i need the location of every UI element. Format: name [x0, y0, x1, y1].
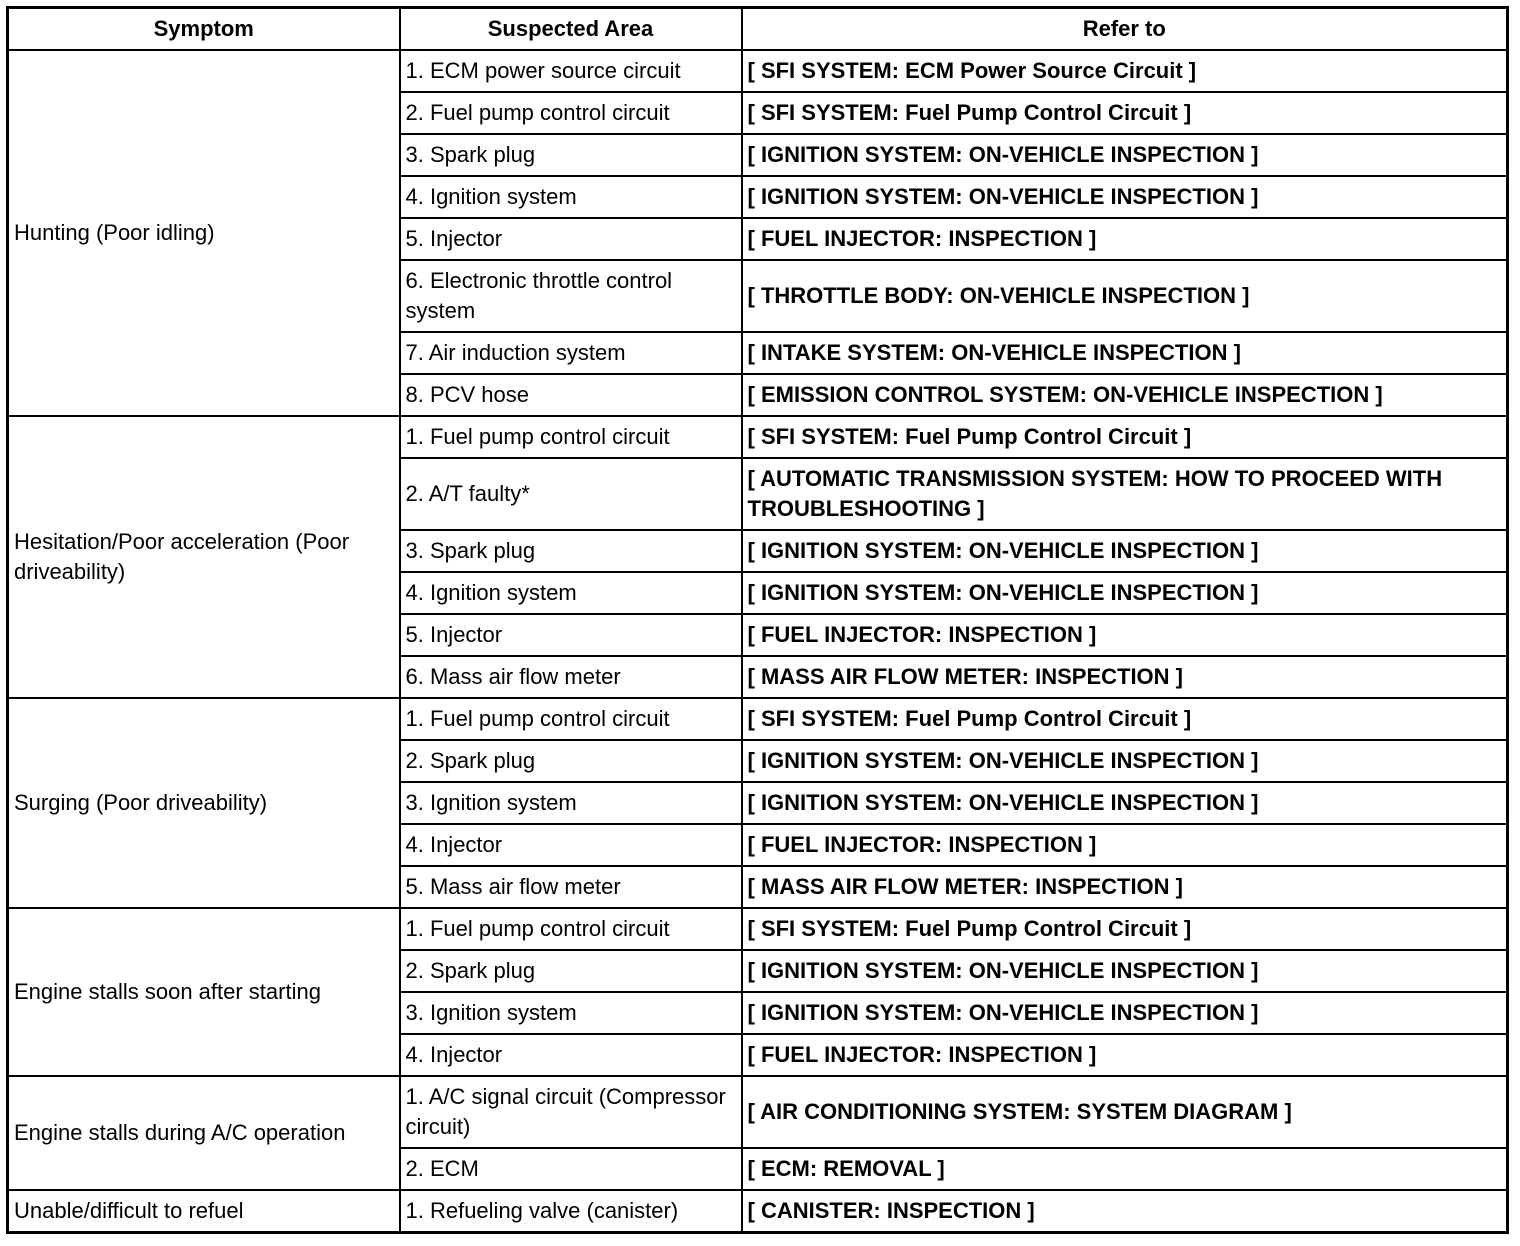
table-row	[8, 50, 1508, 92]
area-cell: 8. PCV hose	[400, 374, 742, 416]
table-row	[8, 416, 1508, 458]
refer-link[interactable]: [ MASS AIR FLOW METER: INSPECTION ]	[742, 866, 1508, 908]
refer-link[interactable]: [ IGNITION SYSTEM: ON-VEHICLE INSPECTION ]	[742, 572, 1508, 614]
area-cell: 2. Spark plug	[400, 950, 742, 992]
refer-link[interactable]: [ FUEL INJECTOR: INSPECTION ]	[742, 824, 1508, 866]
area-cell: 1. ECM power source circuit	[400, 50, 742, 92]
area-cell: 3. Spark plug	[400, 134, 742, 176]
refer-link[interactable]: [ AUTOMATIC TRANSMISSION SYSTEM: HOW TO PROCEED WITH TROUBLESHOOTING ]	[742, 458, 1508, 530]
symptom-cell: Hesitation/Poor acceleration (Poor driveability)	[8, 416, 400, 698]
refer-link[interactable]: [ FUEL INJECTOR: INSPECTION ]	[742, 218, 1508, 260]
area-cell: 1. Fuel pump control circuit	[400, 698, 742, 740]
area-cell: 6. Mass air flow meter	[400, 656, 742, 698]
area-cell: 2. A/T faulty*	[400, 458, 742, 530]
area-cell: 1. Fuel pump control circuit	[400, 416, 742, 458]
area-cell: 4. Injector	[400, 824, 742, 866]
table-row	[8, 1076, 1508, 1148]
area-cell: 6. Electronic throttle control system	[400, 260, 742, 332]
symptom-cell: Hunting (Poor idling)	[8, 50, 400, 416]
header-refer-to: Refer to	[742, 8, 1508, 51]
table-row	[8, 908, 1508, 950]
refer-link[interactable]: [ THROTTLE BODY: ON-VEHICLE INSPECTION ]	[742, 260, 1508, 332]
area-cell: 7. Air induction system	[400, 332, 742, 374]
header-row	[8, 8, 1508, 51]
troubleshooting-table	[6, 6, 1509, 1234]
refer-link[interactable]: [ IGNITION SYSTEM: ON-VEHICLE INSPECTION ]	[742, 992, 1508, 1034]
area-cell: 4. Ignition system	[400, 572, 742, 614]
area-cell: 4. Ignition system	[400, 176, 742, 218]
refer-link[interactable]: [ SFI SYSTEM: ECM Power Source Circuit ]	[742, 50, 1508, 92]
refer-link[interactable]: [ IGNITION SYSTEM: ON-VEHICLE INSPECTION ]	[742, 782, 1508, 824]
refer-link[interactable]: [ MASS AIR FLOW METER: INSPECTION ]	[742, 656, 1508, 698]
refer-link[interactable]: [ IGNITION SYSTEM: ON-VEHICLE INSPECTION ]	[742, 530, 1508, 572]
table-row	[8, 1190, 1508, 1233]
area-cell: 5. Injector	[400, 218, 742, 260]
refer-link[interactable]: [ ECM: REMOVAL ]	[742, 1148, 1508, 1190]
area-cell: 4. Injector	[400, 1034, 742, 1076]
refer-link[interactable]: [ INTAKE SYSTEM: ON-VEHICLE INSPECTION ]	[742, 332, 1508, 374]
area-cell: 2. ECM	[400, 1148, 742, 1190]
refer-link[interactable]: [ CANISTER: INSPECTION ]	[742, 1190, 1508, 1233]
header-symptom: Symptom	[8, 8, 400, 51]
header-suspected-area: Suspected Area	[400, 8, 742, 51]
area-cell: 1. A/C signal circuit (Compressor circuit)	[400, 1076, 742, 1148]
table-row	[8, 698, 1508, 740]
refer-link[interactable]: [ SFI SYSTEM: Fuel Pump Control Circuit ]	[742, 698, 1508, 740]
symptom-cell: Engine stalls during A/C operation	[8, 1076, 400, 1190]
refer-link[interactable]: [ IGNITION SYSTEM: ON-VEHICLE INSPECTION ]	[742, 176, 1508, 218]
refer-link[interactable]: [ FUEL INJECTOR: INSPECTION ]	[742, 614, 1508, 656]
area-cell: 5. Mass air flow meter	[400, 866, 742, 908]
area-cell: 2. Fuel pump control circuit	[400, 92, 742, 134]
refer-link[interactable]: [ IGNITION SYSTEM: ON-VEHICLE INSPECTION ]	[742, 950, 1508, 992]
area-cell: 5. Injector	[400, 614, 742, 656]
refer-link[interactable]: [ IGNITION SYSTEM: ON-VEHICLE INSPECTION ]	[742, 134, 1508, 176]
symptom-cell: Surging (Poor driveability)	[8, 698, 400, 908]
refer-link[interactable]: [ FUEL INJECTOR: INSPECTION ]	[742, 1034, 1508, 1076]
area-cell: 1. Refueling valve (canister)	[400, 1190, 742, 1233]
refer-link[interactable]: [ IGNITION SYSTEM: ON-VEHICLE INSPECTION ]	[742, 740, 1508, 782]
area-cell: 1. Fuel pump control circuit	[400, 908, 742, 950]
refer-link[interactable]: [ SFI SYSTEM: Fuel Pump Control Circuit ]	[742, 92, 1508, 134]
area-cell: 3. Ignition system	[400, 782, 742, 824]
symptom-cell: Engine stalls soon after starting	[8, 908, 400, 1076]
refer-link[interactable]: [ SFI SYSTEM: Fuel Pump Control Circuit ]	[742, 416, 1508, 458]
refer-link[interactable]: [ EMISSION CONTROL SYSTEM: ON-VEHICLE INSPECTION ]	[742, 374, 1508, 416]
area-cell: 2. Spark plug	[400, 740, 742, 782]
area-cell: 3. Ignition system	[400, 992, 742, 1034]
symptom-cell: Unable/difficult to refuel	[8, 1190, 400, 1233]
refer-link[interactable]: [ SFI SYSTEM: Fuel Pump Control Circuit ]	[742, 908, 1508, 950]
area-cell: 3. Spark plug	[400, 530, 742, 572]
refer-link[interactable]: [ AIR CONDITIONING SYSTEM: SYSTEM DIAGRAM ]	[742, 1076, 1508, 1148]
